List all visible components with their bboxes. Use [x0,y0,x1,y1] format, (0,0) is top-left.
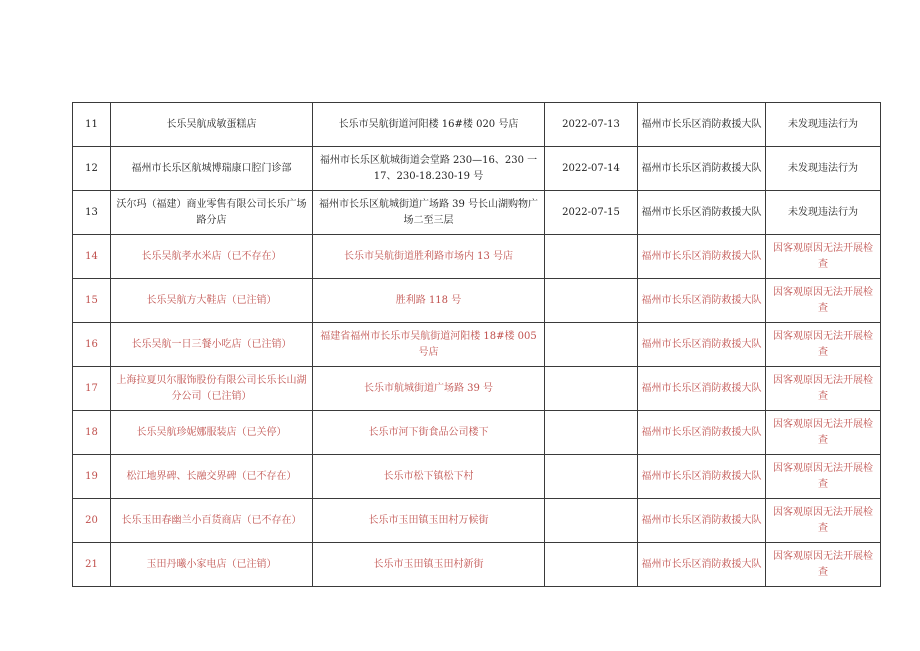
inspection-date-cell [545,367,638,411]
inspection-date-cell [545,455,638,499]
inspection-result-cell: 因客观原因无法开展检查 [766,543,881,587]
entity-address-cell: 长乐市玉田镇玉田村新街 [313,543,545,587]
entity-name-cell: 沃尔玛（福建）商业零售有限公司长乐广场路分店 [111,191,313,235]
inspection-date-cell [545,235,638,279]
inspection-result-cell: 未发现违法行为 [766,147,881,191]
table-row [73,323,881,367]
inspection-date-cell [545,499,638,543]
table-row [73,411,881,455]
row-number-cell: 20 [73,499,111,543]
inspection-result-cell: 因客观原因无法开展检查 [766,499,881,543]
entity-name-cell: 松江地界碑、长融交界碑（已不存在） [111,455,313,499]
table-row [73,543,881,587]
entity-name-cell: 上海拉夏贝尔服饰股份有限公司长乐长山湖分公司（已注销） [111,367,313,411]
inspection-date-cell [545,543,638,587]
entity-name-cell: 长乐吴航珍妮娜服装店（已关停） [111,411,313,455]
inspection-table-container [72,102,881,587]
inspection-date-cell: 2022-07-14 [545,147,638,191]
entity-name-cell: 长乐吴航方大鞋店（已注销） [111,279,313,323]
inspection-result-cell: 因客观原因无法开展检查 [766,367,881,411]
entity-name-cell: 福州市长乐区航城博瑞康口腔门诊部 [111,147,313,191]
inspecting-department-cell: 福州市长乐区消防救援大队 [638,235,766,279]
inspection-result-cell: 因客观原因无法开展检查 [766,235,881,279]
table-row [73,455,881,499]
entity-address-cell: 长乐市玉田镇玉田村万候街 [313,499,545,543]
entity-address-cell: 福州市长乐区航城街道广场路 39 号长山湖购物广场二至三层 [313,191,545,235]
inspection-result-cell: 因客观原因无法开展检查 [766,455,881,499]
inspecting-department-cell: 福州市长乐区消防救援大队 [638,411,766,455]
table-row [73,147,881,191]
table-row [73,367,881,411]
row-number-cell: 15 [73,279,111,323]
row-number-cell: 18 [73,411,111,455]
inspecting-department-cell: 福州市长乐区消防救援大队 [638,323,766,367]
inspecting-department-cell: 福州市长乐区消防救援大队 [638,543,766,587]
row-number-cell: 17 [73,367,111,411]
entity-name-cell: 长乐吴航成敏蛋糕店 [111,103,313,147]
inspecting-department-cell: 福州市长乐区消防救援大队 [638,147,766,191]
inspection-date-cell [545,279,638,323]
inspecting-department-cell: 福州市长乐区消防救援大队 [638,367,766,411]
inspection-date-cell [545,411,638,455]
inspecting-department-cell: 福州市长乐区消防救援大队 [638,191,766,235]
inspection-table [72,102,881,587]
inspecting-department-cell: 福州市长乐区消防救援大队 [638,455,766,499]
entity-address-cell: 长乐市河下街食品公司楼下 [313,411,545,455]
entity-address-cell: 胜利路 118 号 [313,279,545,323]
table-row [73,191,881,235]
entity-address-cell: 长乐市吴航街道胜利路市场内 13 号店 [313,235,545,279]
inspection-date-cell [545,323,638,367]
entity-name-cell: 长乐玉田春幽兰小百货商店（已不存在） [111,499,313,543]
table-row [73,499,881,543]
inspection-date-cell: 2022-07-15 [545,191,638,235]
entity-name-cell: 玉田丹曦小家电店（已注销） [111,543,313,587]
row-number-cell: 12 [73,147,111,191]
table-row [73,103,881,147]
entity-address-cell: 福建省福州市长乐市吴航街道河阳楼 18#楼 005 号店 [313,323,545,367]
inspection-result-cell: 因客观原因无法开展检查 [766,411,881,455]
table-row [73,279,881,323]
entity-address-cell: 福州市长乐区航城街道会堂路 230—16、230 一 17、230-18.230-19 号 [313,147,545,191]
entity-address-cell: 长乐市吴航街道河阳楼 16#楼 020 号店 [313,103,545,147]
entity-address-cell: 长乐市航城街道广场路 39 号 [313,367,545,411]
entity-name-cell: 长乐吴航一日三餐小吃店（已注销） [111,323,313,367]
inspecting-department-cell: 福州市长乐区消防救援大队 [638,279,766,323]
inspection-result-cell: 未发现违法行为 [766,191,881,235]
row-number-cell: 21 [73,543,111,587]
row-number-cell: 19 [73,455,111,499]
row-number-cell: 11 [73,103,111,147]
inspection-date-cell: 2022-07-13 [545,103,638,147]
table-body [73,103,881,587]
entity-address-cell: 长乐市松下镇松下村 [313,455,545,499]
inspection-result-cell: 未发现违法行为 [766,103,881,147]
row-number-cell: 14 [73,235,111,279]
row-number-cell: 13 [73,191,111,235]
inspection-result-cell: 因客观原因无法开展检查 [766,323,881,367]
row-number-cell: 16 [73,323,111,367]
inspecting-department-cell: 福州市长乐区消防救援大队 [638,499,766,543]
inspecting-department-cell: 福州市长乐区消防救援大队 [638,103,766,147]
table-row [73,235,881,279]
inspection-result-cell: 因客观原因无法开展检查 [766,279,881,323]
entity-name-cell: 长乐吴航孝水米店（已不存在） [111,235,313,279]
